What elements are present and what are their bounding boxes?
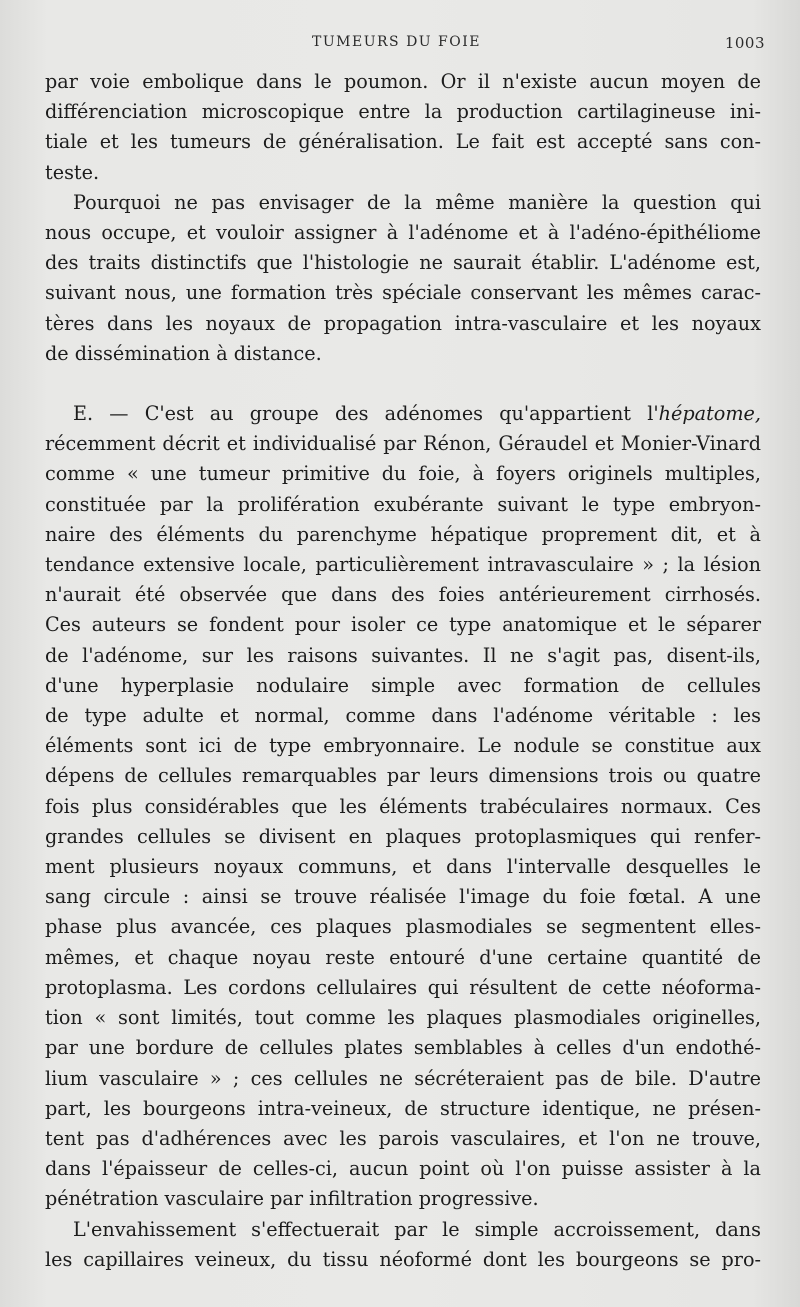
text-line: ment plusieurs noyaux communs, et dans l'intervalle desquelles le xyxy=(45,855,761,879)
text-line: tères dans les noyaux de propagation intra-vasculaire et les noyaux xyxy=(45,311,761,335)
text-line: grandes cellules se divisent en plaques protoplasmiques qui renfer- xyxy=(45,824,761,848)
page-number: 1003 xyxy=(724,34,765,52)
text-line: part, les bourgeons intra-veineux, de structure identique, ne présen- xyxy=(45,1096,761,1120)
text-line: dépens de cellules remarquables par leurs dimensions trois ou quatre xyxy=(45,764,761,788)
paragraph-3 xyxy=(45,399,761,1214)
text-line: teste. xyxy=(45,160,100,184)
paragraph-2 xyxy=(45,188,761,369)
section-e-opening-line xyxy=(45,399,761,429)
section-e-prefix: E. — C'est au groupe des adénomes qu'appartient l' xyxy=(73,402,659,426)
text-line: tion « sont limités, tout comme les plaques plasmodiales originelles, xyxy=(45,1006,761,1030)
text-line: nous occupe, et vouloir assigner à l'adénome et à l'adéno-épithéliome xyxy=(45,221,761,245)
paragraph-1 xyxy=(45,67,761,188)
text-line: de dissémination à distance. xyxy=(45,341,322,365)
text-line: constituée par la prolifération exubérante suivant le type embryon- xyxy=(45,492,761,516)
running-title: TUMEURS DU FOIE xyxy=(312,34,481,50)
body-text xyxy=(45,67,761,1275)
text-line: par voie embolique dans le poumon. Or il n'existe aucun moyen de xyxy=(45,70,761,93)
text-line: d'une hyperplasie nodulaire simple avec formation de cellules xyxy=(45,673,761,697)
text-line: sang circule : ainsi se trouve réalisée l'image du foie fœtal. A une xyxy=(45,885,761,909)
text-line: des traits distinctifs que l'histologie ne saurait établir. L'adénome est, xyxy=(45,251,761,275)
text-line: récemment décrit et individualisé par Rénon, Géraudel et Monier-Vinard xyxy=(45,432,761,456)
hepatome-term: hépatome, xyxy=(658,402,761,426)
text-line: Pourquoi ne pas envisager de la même manière la question qui xyxy=(73,190,761,214)
text-line: mêmes, et chaque noyau reste entouré d'une certaine quantité de xyxy=(45,945,761,969)
text-line: protoplasma. Les cordons cellulaires qui résultent de cette néoforma- xyxy=(45,975,761,999)
text-line: tent pas d'adhérences avec les parois vasculaires, et l'on ne trouve, xyxy=(45,1126,761,1150)
text-line: par une bordure de cellules plates semblables à celles d'un endothé- xyxy=(45,1036,761,1060)
text-line: Ces auteurs se fondent pour isoler ce type anatomique et le séparer xyxy=(45,613,761,637)
running-head xyxy=(40,34,765,56)
text-line: L'envahissement s'effectuerait par le simple accroissement, dans xyxy=(73,1217,761,1241)
text-line: fois plus considérables que les éléments trabéculaires normaux. Ces xyxy=(45,794,761,818)
text-line: tiale et les tumeurs de généralisation. Le fait est accepté sans con- xyxy=(45,130,761,154)
text-line: différenciation microscopique entre la production cartilagineuse ini- xyxy=(45,100,761,124)
text-line: comme « une tumeur primitive du foie, à foyers originels multiples, xyxy=(45,462,761,486)
text-line: les capillaires veineux, du tissu néoformé dont les bourgeons se pro- xyxy=(45,1247,761,1271)
text-line: de l'adénome, sur les raisons suivantes. Il ne s'agit pas, disent-ils, xyxy=(45,643,761,667)
text-line: phase plus avancée, ces plaques plasmodiales se segmentent elles- xyxy=(45,915,761,939)
text-line: pénétration vasculaire par infiltration progressive. xyxy=(45,1187,539,1211)
paragraph-4 xyxy=(45,1215,761,1275)
text-line: éléments sont ici de type embryonnaire. Le nodule se constitue aux xyxy=(45,734,761,758)
text-line: dans l'épaisseur de celles-ci, aucun point où l'on puisse assister à la xyxy=(45,1157,761,1181)
text-line: suivant nous, une formation très spéciale conservant les mêmes carac- xyxy=(45,281,761,305)
text-line: n'aurait été observée que dans des foies antérieurement cirrhosés. xyxy=(45,583,761,607)
text-line: de type adulte et normal, comme dans l'adénome véritable : les xyxy=(45,704,761,728)
text-line: lium vasculaire » ; ces cellules ne sécréteraient pas de bile. D'autre xyxy=(45,1066,761,1090)
text-line: tendance extensive locale, particulièrement intravasculaire » ; la lésion xyxy=(45,553,761,577)
text-line: naire des éléments du parenchyme hépatique proprement dit, et à xyxy=(45,522,761,546)
